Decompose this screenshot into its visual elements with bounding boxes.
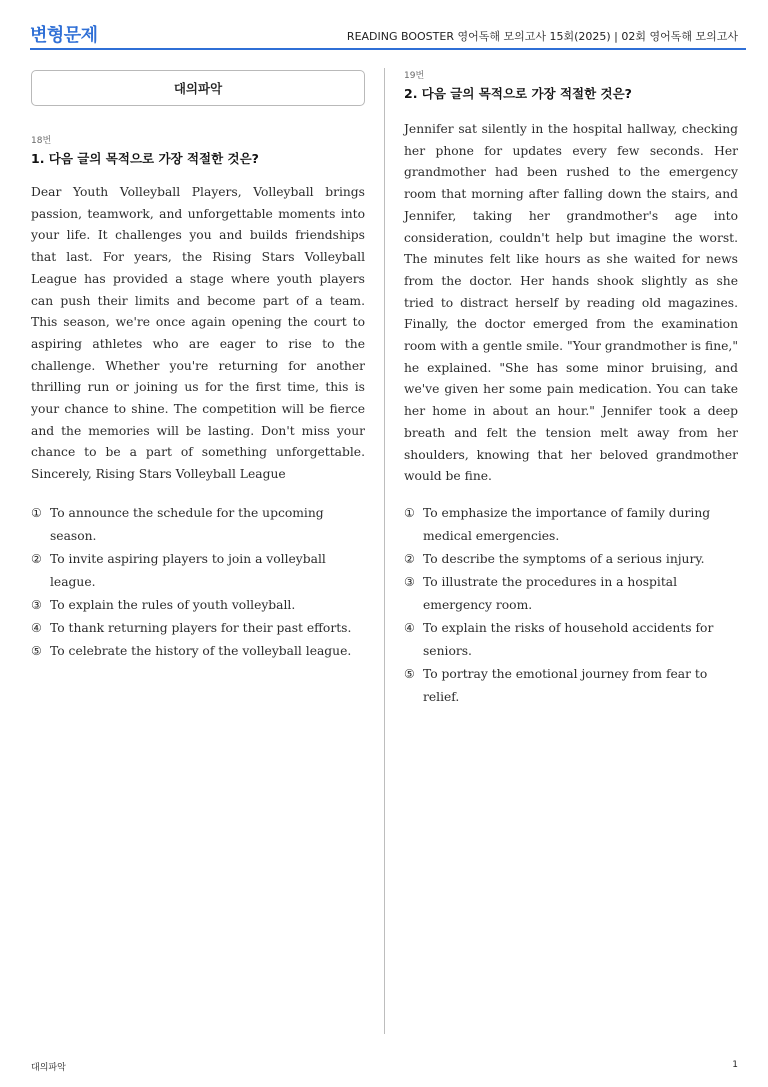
option-number: ① [404, 505, 415, 520]
answer-options [404, 502, 738, 709]
option-text: To invite aspiring players to join a volleyball league. [50, 551, 326, 589]
answer-option[interactable] [31, 617, 365, 640]
option-text: To emphasize the importance of family during medical emergencies. [423, 505, 711, 543]
option-text: To describe the symptoms of a serious injury. [423, 551, 705, 566]
answer-option[interactable] [404, 571, 738, 617]
brand-title: 변형문제 [30, 25, 98, 46]
answer-options [31, 502, 365, 663]
answer-option[interactable] [31, 548, 365, 594]
option-text: To celebrate the history of the volleyball league. [50, 643, 352, 658]
question-title: 2. 다음 글의 목적으로 가장 적절한 것은? [404, 86, 632, 101]
option-text: To thank returning players for their past efforts. [50, 620, 352, 635]
column-divider [384, 68, 385, 1034]
answer-option[interactable] [404, 617, 738, 663]
question-passage: Jennifer sat silently in the hospital hallway, checking her phone for updates every few seconds. Her grandmother had been rushed to the emergency room that morning after falling down the stairs, and Jennifer, taking her grandmother's age into consideration, couldn't help but imagine the worst. The minutes felt like hours as she waited for news from the doctor. Her hands shook slightly as she tried to distract herself by reading old magazines. Finally, the doctor emerged from the examination room with a gentle smile. "Your grandmother is fine," he explained. "She has some minor bruising, and we've given her some pain medication. You can take her home in about an hour." Jennifer took a deep breath and felt the tension melt away from her shoulders, knowing that her beloved grandmother would be fine. [404, 122, 738, 484]
page-header [30, 0, 746, 50]
option-number: ④ [404, 620, 415, 635]
page-number: 1 [732, 1060, 738, 1070]
option-number: ① [31, 505, 42, 520]
option-text: To explain the rules of youth volleyball. [50, 597, 296, 612]
question-title: 1. 다음 글의 목적으로 가장 적절한 것은? [31, 151, 259, 166]
option-number: ② [404, 551, 415, 566]
footer-section-label: 대의파악 [31, 1063, 66, 1073]
answer-option[interactable] [31, 502, 365, 548]
answer-option[interactable] [404, 502, 738, 548]
answer-option[interactable] [404, 548, 738, 571]
section-label-box: 대의파악 [31, 70, 365, 106]
question-block [31, 136, 365, 663]
question-passage: Dear Youth Volleyball Players, Volleyball brings passion, teamwork, and unforgettable moments into your life. It challenges you and builds friendships that last. For years, the Rising Stars Volleyball League has provided a stage where youth players can push their limits and become part of a team. This season, we're once again opening the court to aspiring athletes who are eager to rise to the challenge. Whether you're returning for another thrilling run or joining us for the first time, this is your chance to shine. The competition will be fierce and the memories will be lasting. Don't miss your chance to be a part of something unforgettable. Sincerely, Rising Stars Volleyball League [31, 185, 365, 482]
option-number: ⑤ [31, 643, 42, 658]
option-text: To announce the schedule for the upcoming season. [50, 505, 324, 543]
answer-option[interactable] [31, 594, 365, 617]
answer-option[interactable] [31, 640, 365, 663]
option-number: ④ [31, 620, 42, 635]
right-column [404, 71, 738, 709]
option-text: To portray the emotional journey from fear to relief. [423, 666, 708, 704]
option-number: ③ [31, 597, 42, 612]
question-block [404, 71, 738, 709]
answer-option[interactable] [404, 663, 738, 709]
option-number: ② [31, 551, 42, 566]
question-number: 18번 [31, 136, 52, 146]
option-text: To illustrate the procedures in a hospital emergency room. [423, 574, 678, 612]
option-text: To explain the risks of household accidents for seniors. [423, 620, 714, 658]
left-column [31, 70, 365, 663]
question-number: 19번 [404, 71, 425, 81]
option-number: ③ [404, 574, 415, 589]
header-meta: READING BOOSTER 영어독해 모의고사 15회(2025) | 02회 영어독해 모의고사 [346, 30, 738, 43]
option-number: ⑤ [404, 666, 415, 681]
